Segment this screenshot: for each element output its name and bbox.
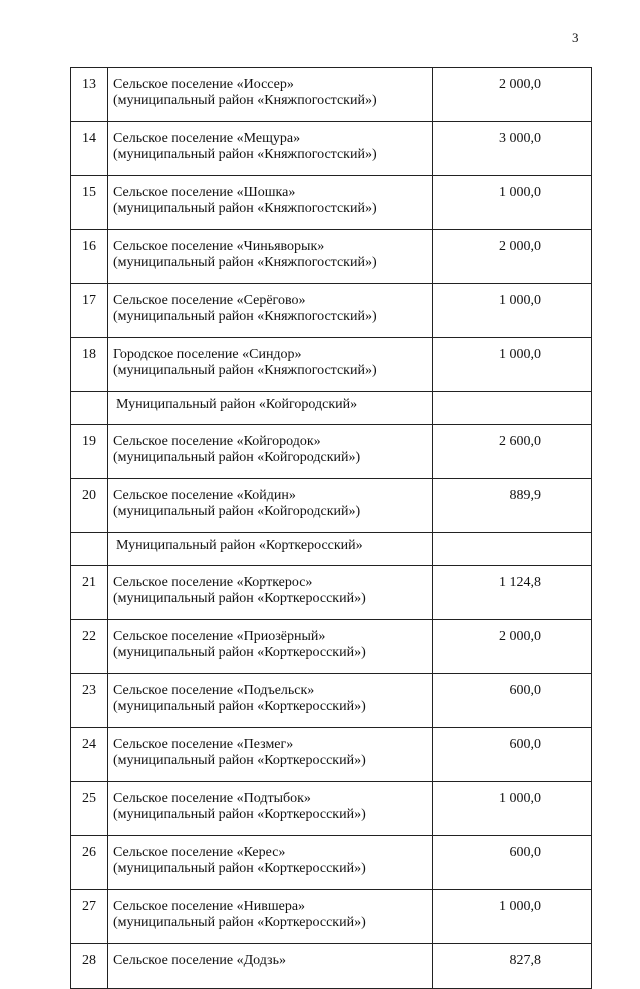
amount-value: 2 000,0 (433, 68, 592, 122)
settlement-district: (муниципальный район «Койгородский») (113, 504, 361, 519)
row-number-cell (71, 533, 108, 566)
amount-value: 827,8 (433, 944, 592, 989)
district-header-label: Муниципальный район «Койгородский» (108, 392, 433, 425)
settlement-district: (муниципальный район «Княжпогостский») (113, 255, 377, 270)
amount-value: 600,0 (433, 728, 592, 782)
row-number: 23 (71, 674, 108, 728)
settlement-name: Сельское поселение «Шошка» (113, 185, 296, 200)
page-number: 3 (572, 30, 579, 45)
settlement-cell (108, 425, 433, 479)
row-number: 22 (71, 620, 108, 674)
settlement-name: Сельское поселение «Чиньяворык» (113, 239, 325, 254)
amount-value: 1 000,0 (433, 176, 592, 230)
settlement-district: (муниципальный район «Корткеросский») (113, 591, 366, 606)
settlement-name: Сельское поселение «Пезмег» (113, 737, 294, 752)
settlement-cell (108, 479, 433, 533)
settlement-cell (108, 176, 433, 230)
settlement-district: (муниципальный район «Корткеросский») (113, 861, 366, 876)
settlement-cell (108, 836, 433, 890)
settlement-name: Сельское поселение «Койдин» (113, 488, 296, 503)
settlement-district: (муниципальный район «Корткеросский») (113, 699, 366, 714)
row-number: 21 (71, 566, 108, 620)
settlement-name: Сельское поселение «Мещура» (113, 131, 301, 146)
settlement-name: Сельское поселение «Подъельск» (113, 683, 315, 698)
row-number: 27 (71, 890, 108, 944)
amount-value: 1 000,0 (433, 890, 592, 944)
table-row (71, 728, 592, 782)
row-number: 28 (71, 944, 108, 989)
row-number: 18 (71, 338, 108, 392)
amount-value: 1 000,0 (433, 782, 592, 836)
settlement-district: (муниципальный район «Корткеросский») (113, 807, 366, 822)
table-row (71, 890, 592, 944)
amount-value: 600,0 (433, 836, 592, 890)
row-number: 19 (71, 425, 108, 479)
amount-value: 600,0 (433, 674, 592, 728)
settlement-cell (108, 284, 433, 338)
settlement-name: Сельское поселение «Серёгово» (113, 293, 306, 308)
table-row (71, 338, 592, 392)
table-row (71, 122, 592, 176)
settlement-district: (муниципальный район «Корткеросский») (113, 753, 366, 768)
row-number: 17 (71, 284, 108, 338)
table-row (71, 782, 592, 836)
table-row (71, 620, 592, 674)
row-number: 20 (71, 479, 108, 533)
table-row (71, 176, 592, 230)
row-number: 25 (71, 782, 108, 836)
settlement-cell (108, 944, 433, 989)
settlement-cell (108, 338, 433, 392)
settlement-cell (108, 728, 433, 782)
amount-value: 1 124,8 (433, 566, 592, 620)
row-number: 13 (71, 68, 108, 122)
table-row (71, 425, 592, 479)
amount-cell (433, 392, 592, 425)
row-number: 16 (71, 230, 108, 284)
settlement-cell (108, 566, 433, 620)
district-header-row (71, 533, 592, 566)
settlement-district: (муниципальный район «Корткеросский») (113, 645, 366, 660)
settlement-name: Сельское поселение «Керес» (113, 845, 286, 860)
settlement-cell (108, 122, 433, 176)
row-number: 15 (71, 176, 108, 230)
settlement-name: Сельское поселение «Иоссер» (113, 77, 294, 92)
table-row (71, 944, 592, 989)
settlement-district: (муниципальный район «Княжпогостский») (113, 363, 377, 378)
amount-value: 3 000,0 (433, 122, 592, 176)
settlement-name: Сельское поселение «Подтыбок» (113, 791, 311, 806)
settlement-district: (муниципальный район «Корткеросский») (113, 915, 366, 930)
amount-value: 2 000,0 (433, 230, 592, 284)
settlement-cell (108, 620, 433, 674)
settlement-cell (108, 674, 433, 728)
amount-cell (433, 533, 592, 566)
district-header-label: Муниципальный район «Корткеросский» (108, 533, 433, 566)
settlement-cell (108, 230, 433, 284)
settlement-cell (108, 68, 433, 122)
settlement-cell (108, 782, 433, 836)
settlement-district: (муниципальный район «Княжпогостский») (113, 147, 377, 162)
table-row (71, 836, 592, 890)
table-row (71, 68, 592, 122)
settlement-name: Сельское поселение «Приозёрный» (113, 629, 326, 644)
settlement-name: Сельское поселение «Койгородок» (113, 434, 321, 449)
settlement-district: (муниципальный район «Княжпогостский») (113, 201, 377, 216)
settlement-district: (муниципальный район «Койгородский») (113, 450, 361, 465)
settlement-name: Сельское поселение «Додзь» (113, 953, 286, 968)
row-number: 24 (71, 728, 108, 782)
amount-value: 2 600,0 (433, 425, 592, 479)
settlement-name: Сельское поселение «Корткерос» (113, 575, 313, 590)
table-row (71, 230, 592, 284)
settlement-district: (муниципальный район «Княжпогостский») (113, 93, 377, 108)
district-header-row (71, 392, 592, 425)
allocation-table (70, 67, 592, 989)
settlement-name: Городское поселение «Синдор» (113, 347, 302, 362)
settlement-name: Сельское поселение «Нившера» (113, 899, 306, 914)
settlement-district: (муниципальный район «Княжпогостский») (113, 309, 377, 324)
row-number: 14 (71, 122, 108, 176)
table-row (71, 284, 592, 338)
row-number-cell (71, 392, 108, 425)
table-row (71, 566, 592, 620)
amount-value: 1 000,0 (433, 284, 592, 338)
table-body (71, 68, 592, 989)
table-row (71, 479, 592, 533)
amount-value: 1 000,0 (433, 338, 592, 392)
settlement-cell (108, 890, 433, 944)
row-number: 26 (71, 836, 108, 890)
table-row (71, 674, 592, 728)
amount-value: 2 000,0 (433, 620, 592, 674)
amount-value: 889,9 (433, 479, 592, 533)
